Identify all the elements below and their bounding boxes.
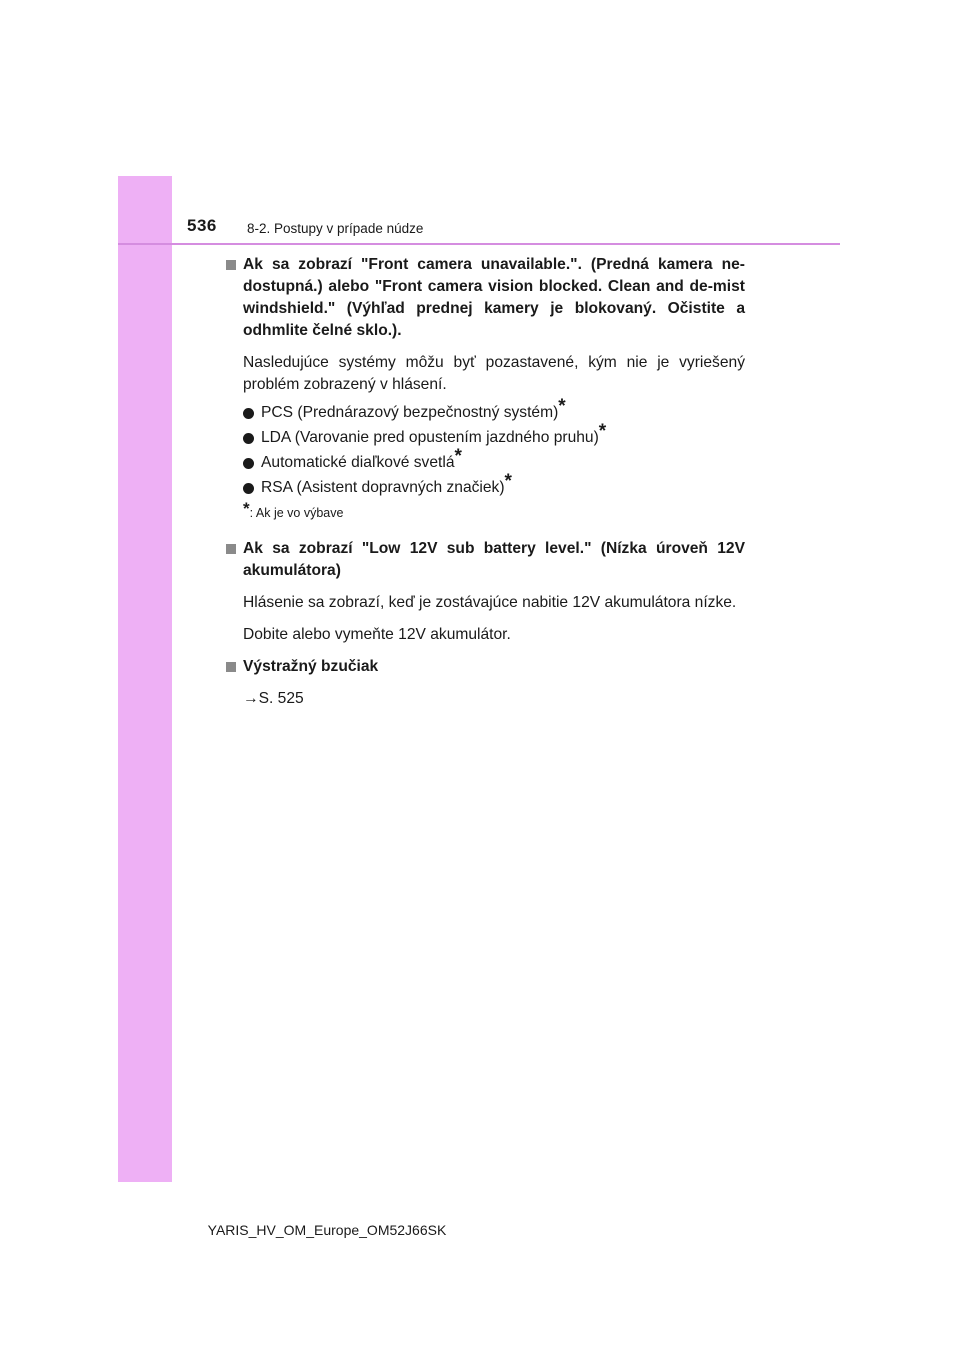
asterisk-mark: * (598, 421, 607, 442)
page-reference: →S. 525 (243, 690, 304, 707)
page-content (225, 254, 745, 710)
chapter-sidebar-tab (118, 176, 172, 1182)
list-item-text: LDA (Varovanie pred opustením jazdného pruhu) (261, 429, 599, 446)
page-number: 536 (187, 216, 217, 235)
heading-text: Ak sa zobrazí "Low 12V sub battery level." (Nízka úroveň 12V akumulátora) (243, 540, 745, 579)
asterisk-mark: * (558, 396, 566, 417)
list-item (225, 396, 745, 424)
round-bullet-icon (243, 433, 254, 444)
document-code: YARIS_HV_OM_Europe_OM52J66SK (207, 1222, 447, 1238)
heading-text: Ak sa zobrazí "Front camera unavailable.". (Predná kamera ne-dostupná.) alebo "Front camera vision blocked. Clean and de-mist windshield." (Výhľad prednej kamery je blokovaný. Očistite a odhmlite čelné sklo.). (243, 256, 745, 339)
list-item (225, 421, 745, 449)
square-bullet-icon (226, 544, 236, 554)
heading-low-battery (225, 538, 745, 582)
list-item-text: PCS (Prednárazový bezpečnostný systém) (261, 404, 559, 421)
square-bullet-icon (226, 260, 236, 270)
header-divider (118, 243, 840, 245)
footnote-text: : Ak je vo výbave (249, 506, 344, 520)
round-bullet-icon (243, 483, 254, 494)
round-bullet-icon (243, 458, 254, 469)
heading-front-camera (225, 254, 745, 342)
section-title: 8-2. Postupy v prípade núdze (247, 221, 424, 236)
square-bullet-icon (226, 662, 236, 672)
paragraph: Nasledujúce systémy môžu byť pozastavené, kým nie je vyriešený problém zobrazený v hlásení. (243, 354, 745, 393)
round-bullet-icon (243, 408, 254, 419)
heading-text: Výstražný bzučiak (243, 658, 379, 675)
list-item-text: RSA (Asistent dopravných značiek) (261, 479, 505, 496)
list-item-text: Automatické diaľkové svetlá (261, 454, 455, 471)
list-item (225, 471, 745, 499)
list-item (225, 446, 745, 474)
heading-warning-buzzer (225, 656, 745, 678)
footnote (225, 499, 745, 524)
asterisk-mark: * (504, 471, 512, 492)
paragraph: Hlásenie sa zobrazí, keď je zostávajúce nabitie 12V akumulátora nízke. (243, 594, 737, 611)
asterisk-mark: * (243, 499, 250, 518)
paragraph: Dobite alebo vymeňte 12V akumulátor. (243, 626, 511, 643)
asterisk-mark: * (454, 446, 462, 467)
footer (0, 1222, 960, 1238)
